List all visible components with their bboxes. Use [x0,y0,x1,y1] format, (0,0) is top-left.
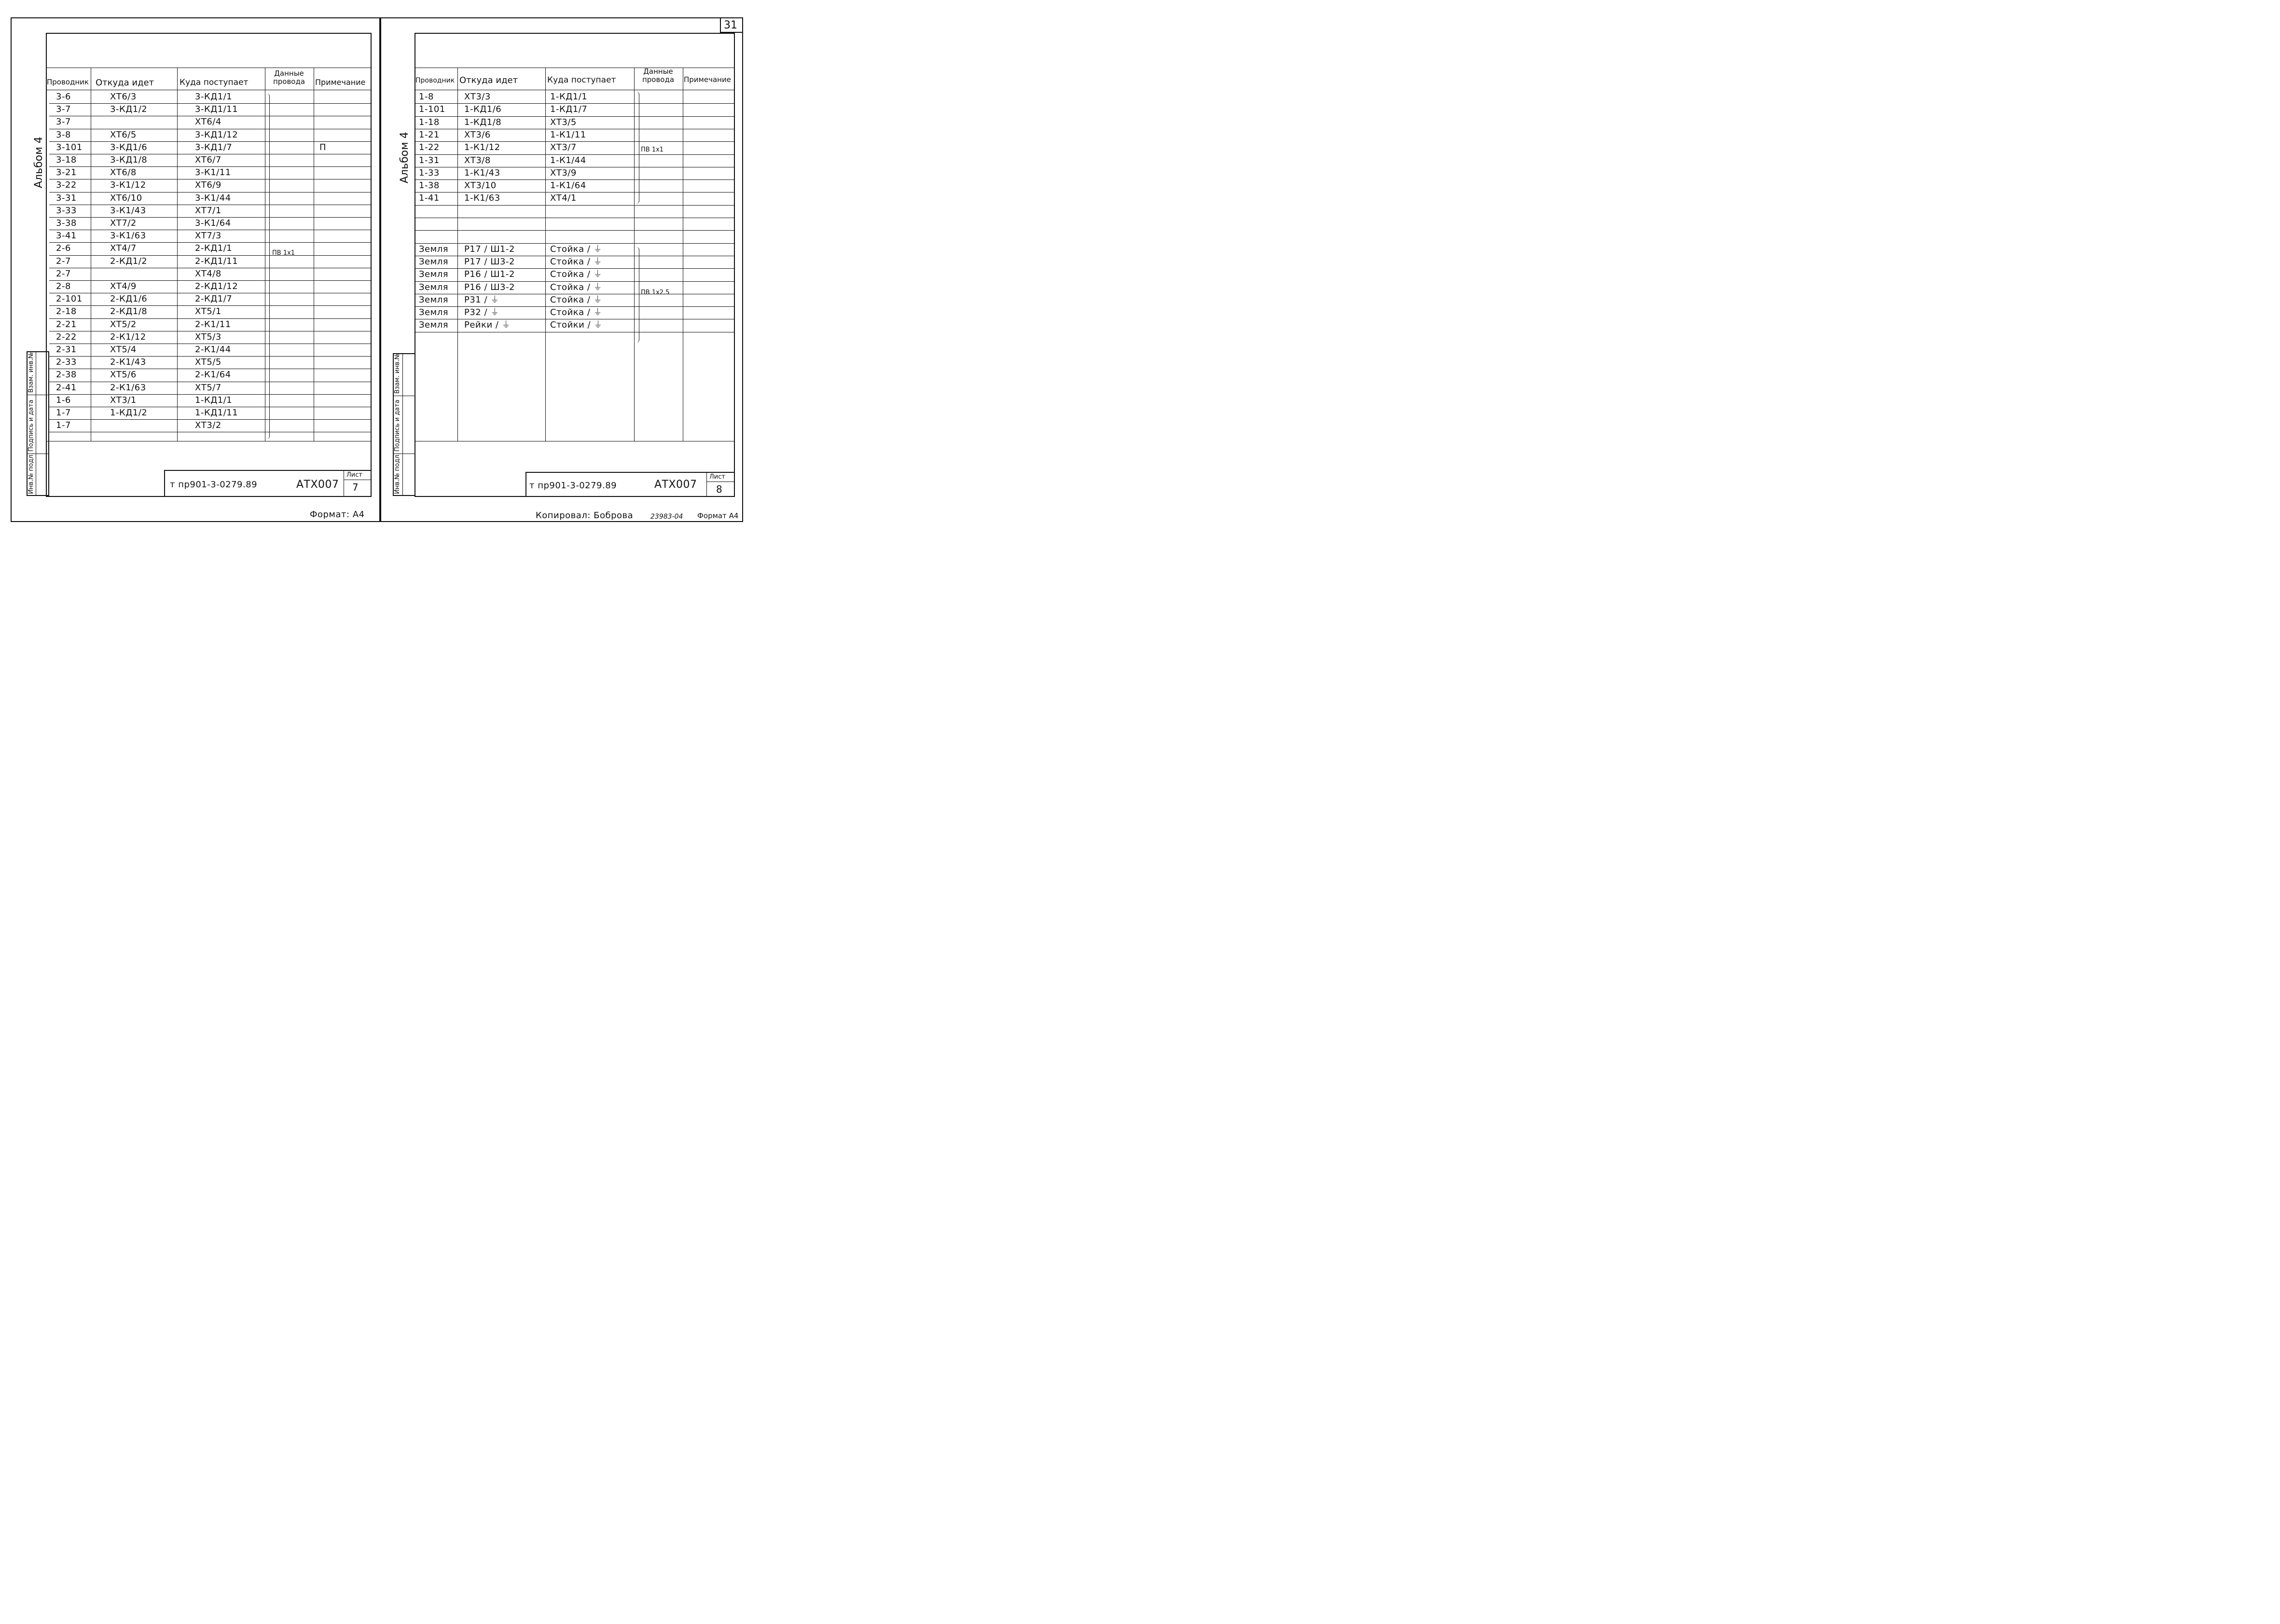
cell-conductor: 1-41 [419,193,440,204]
cell-conductor: Земля [419,282,449,292]
cell-conductor: 1-31 [419,155,440,165]
cell-conductor: 2-31 [56,344,77,355]
cell-to: Стойка / ⏚ [550,307,603,318]
left-wire-bracket [266,94,270,439]
cell-to: ХТ7/1 [195,205,221,216]
cell-to: 2-КД1/7 [195,294,233,304]
cell-from: Р32 / ⏚ [464,307,499,318]
cell-conductor: 1-6 [56,395,71,405]
cell-from: 1-КД1/8 [464,117,502,127]
cell-from: 1-К1/43 [464,167,500,178]
cell-from: 1-КД1/2 [110,408,148,418]
cell-conductor: 3-6 [56,92,71,102]
cell-to: Стойка / ⏚ [550,244,603,254]
right-doc-code: АТХ007 [654,479,697,491]
row-divider [49,394,372,395]
left-sheet-label: Лист [346,471,362,479]
row-divider [49,305,372,306]
right-header-note: Примечание [684,75,731,84]
cell-from: 1-К1/63 [464,193,500,204]
right-wire-spec-2: ПВ 1х2.5 [641,289,670,296]
cell-to: 3-К1/44 [195,193,231,203]
cell-conductor: 2-33 [56,357,77,368]
cell-from: 3-КД1/6 [110,142,148,152]
cell-conductor: 1-18 [419,117,440,127]
left-doc-code: АТХ007 [296,479,339,491]
cell-to: 3-К1/64 [195,218,231,228]
cell-from: ХТ6/10 [110,193,142,203]
cell-to: ХТ5/7 [195,382,221,393]
cell-note: П [319,142,327,152]
cell-from: ХТ3/6 [464,129,491,140]
cell-conductor: 3-31 [56,193,77,203]
cell-to: 3-КД1/7 [195,142,233,152]
cell-to: 3-КД1/12 [195,129,238,140]
row-divider [415,154,735,155]
cell-from: 2-К1/63 [110,382,146,393]
cell-conductor: Земля [419,244,449,254]
cell-to: ХТ3/9 [550,167,577,178]
cell-from: ХТ7/2 [110,218,137,228]
cell-to: ХТ6/7 [195,155,221,165]
row-divider [415,230,735,231]
cell-from: 3-К1/12 [110,180,146,191]
row-divider [415,268,735,269]
cell-to: Стойка / ⏚ [550,269,603,280]
right-header-to: Куда поступает [547,75,616,85]
cell-conductor: Земля [419,294,449,305]
cell-conductor: Земля [419,307,449,318]
cell-to: ХТ5/1 [195,306,221,317]
cell-conductor: 1-8 [419,92,434,102]
cell-conductor: 2-101 [56,294,83,304]
cell-to: ХТ5/3 [195,331,221,342]
cell-to: ХТ6/9 [195,180,221,191]
cell-to: 2-К1/11 [195,319,231,330]
cell-to: 3-КД1/11 [195,104,238,115]
cell-from: 1-КД1/6 [464,104,502,115]
cell-to: Стойка / ⏚ [550,256,603,267]
row-divider [49,356,372,357]
cell-to: 2-КД1/12 [195,281,238,291]
row-divider [415,306,735,307]
right-inv-orig-label: Инв.№ подл. [394,453,401,494]
cell-from: ХТ6/8 [110,167,137,178]
cell-conductor: 3-22 [56,180,77,191]
cell-conductor: 2-7 [56,268,71,279]
cell-to: 2-К1/64 [195,370,231,380]
cell-to: ХТ7/3 [195,231,221,241]
header-to: Куда поступает [180,78,249,87]
cell-to: 1-К1/11 [550,129,586,140]
row-divider [415,116,735,117]
left-wire-spec: ПВ 1х1 [272,249,295,257]
left-sheet-number: 7 [352,482,359,493]
cell-conductor: 1-7 [56,420,71,431]
right-wire-bracket-2 [636,247,639,343]
cell-from: ХТ5/2 [110,319,137,330]
cell-from: ХТ4/9 [110,281,137,291]
right-ref-inv-label: Взам. инв.№ [394,353,401,394]
cell-conductor: 1-101 [419,104,445,115]
cell-conductor: 2-7 [56,256,71,266]
cell-to: 1-К1/44 [550,155,586,165]
cell-to: 2-К1/44 [195,344,231,355]
header-from: Откуда идет [96,78,154,88]
cell-from: 2-КД1/2 [110,256,148,266]
right-sheet-number: 8 [716,483,723,495]
page-number: 31 [724,19,737,31]
cell-to: 1-КД1/7 [550,104,588,115]
cell-to: 1-КД1/11 [195,408,238,418]
cell-to: 2-КД1/11 [195,256,238,266]
cell-conductor: 1-33 [419,167,440,178]
cell-conductor: 2-41 [56,382,77,393]
cell-to: 1-К1/64 [550,180,586,191]
cell-from: 2-КД1/8 [110,306,148,317]
cell-to: ХТ3/2 [195,420,221,431]
cell-conductor: 2-6 [56,243,71,254]
format-left: Формат: А4 [310,509,365,520]
cell-from: 2-К1/12 [110,331,146,342]
cell-conductor: 2-8 [56,281,71,291]
cell-to: ХТ3/5 [550,117,577,127]
left-doc-number: т пр901-3-0279.89 [170,480,258,490]
row-divider [49,166,372,167]
header-note: Примечание [315,78,366,87]
cell-conductor: 3-18 [56,155,77,165]
right-sign-date-label: Подпись и дата [394,399,401,452]
cell-to: ХТ6/4 [195,117,221,127]
row-divider [415,103,735,104]
cell-from: ХТ4/7 [110,243,137,254]
cell-to: ХТ3/7 [550,142,577,153]
left-album-label: Альбом 4 [33,137,45,188]
right-sheet-label: Лист [709,473,725,481]
cell-from: Р17 / Ш1-2 [464,244,515,254]
right-header-wire: Данные провода [642,67,675,84]
cell-conductor: 3-7 [56,117,71,127]
cell-to: Стойка / ⏚ [550,282,603,292]
right-wire-spec-1: ПВ 1х1 [641,146,664,153]
cell-conductor: 3-38 [56,218,77,228]
cell-conductor: Земля [419,320,449,330]
cell-to: ХТ4/1 [550,193,577,204]
cell-conductor: 1-21 [419,129,440,140]
row-divider [49,280,372,281]
left-ref-inv-label: Взам. инв.№ [28,352,35,393]
cell-from: Рейки / ⏚ [464,320,511,330]
cell-conductor: 3-8 [56,129,71,140]
row-divider [415,205,735,206]
cell-from: ХТ3/8 [464,155,491,165]
cell-conductor: 2-22 [56,331,77,342]
copied-by: Копировал: Боброва [536,510,634,521]
cell-from: 3-К1/43 [110,205,146,216]
row-divider [49,192,372,193]
row-divider [415,281,735,282]
cell-to: 1-КД1/1 [195,395,233,405]
cell-conductor: Земля [419,269,449,280]
row-divider [415,192,735,193]
cell-to: 2-КД1/1 [195,243,233,254]
row-divider [415,141,735,142]
cell-from: Р16 / Ш3-2 [464,282,515,292]
row-divider [49,141,372,142]
cell-to: ХТ4/8 [195,268,221,279]
cell-conductor: Земля [419,256,449,267]
cell-from: ХТ3/3 [464,92,491,102]
cell-conductor: 2-38 [56,370,77,380]
cell-to: 1-КД1/1 [550,92,588,102]
cell-from: Р31 / ⏚ [464,294,499,305]
cell-conductor: 1-22 [419,142,440,153]
row-divider [49,217,372,218]
cell-from: Р16 / Ш1-2 [464,269,515,280]
cell-from: ХТ3/10 [464,180,497,191]
right-doc-number: т пр901-3-0279.89 [529,481,617,491]
cell-from: 2-КД1/6 [110,294,148,304]
cell-conductor: 1-7 [56,408,71,418]
row-divider [49,318,372,319]
cell-from: Р17 / Ш3-2 [464,256,515,267]
cell-conductor: 2-21 [56,319,77,330]
header-conductor: Проводник [47,78,89,86]
cell-conductor: 1-38 [419,180,440,191]
cell-to: Стойка / ⏚ [550,294,603,305]
right-header-from: Откуда идет [459,75,518,85]
cell-conductor: 2-18 [56,306,77,317]
cell-conductor: 3-41 [56,231,77,241]
header-wire: Данные провода [273,69,305,86]
cell-conductor: 3-21 [56,167,77,178]
left-sign-date-label: Подпись и дата [28,399,35,452]
left-inv-orig-label: Инв.№ подл. [28,453,35,494]
cell-from: 3-К1/63 [110,231,146,241]
cell-from: ХТ5/6 [110,370,137,380]
right-wire-bracket-1 [636,92,639,204]
row-divider [49,103,372,104]
cell-from: 1-К1/12 [464,142,500,153]
row-divider [415,179,735,180]
row-divider [49,419,372,420]
cell-conductor: 3-7 [56,104,71,115]
cell-conductor: 3-101 [56,142,83,152]
stamp-number: 23983-04 [650,513,683,521]
cell-from: 3-КД1/8 [110,155,148,165]
cell-to: 3-КД1/1 [195,92,233,102]
cell-from: ХТ5/4 [110,344,137,355]
cell-from: 3-КД1/2 [110,104,148,115]
cell-from: ХТ6/3 [110,92,137,102]
cell-from: ХТ3/1 [110,395,137,405]
right-album-label: Альбом 4 [399,132,411,183]
row-divider [415,243,735,244]
cell-conductor: 3-33 [56,205,77,216]
row-divider [49,255,372,256]
cell-from: ХТ6/5 [110,129,137,140]
cell-to: Стойки / ⏚ [550,320,603,330]
format-right: Формат А4 [697,511,739,520]
cell-to: ХТ5/5 [195,357,221,368]
cell-to: 3-К1/11 [195,167,231,178]
row-divider [49,242,372,243]
right-header-conductor: Проводник [415,77,455,84]
cell-from: 2-К1/43 [110,357,146,368]
